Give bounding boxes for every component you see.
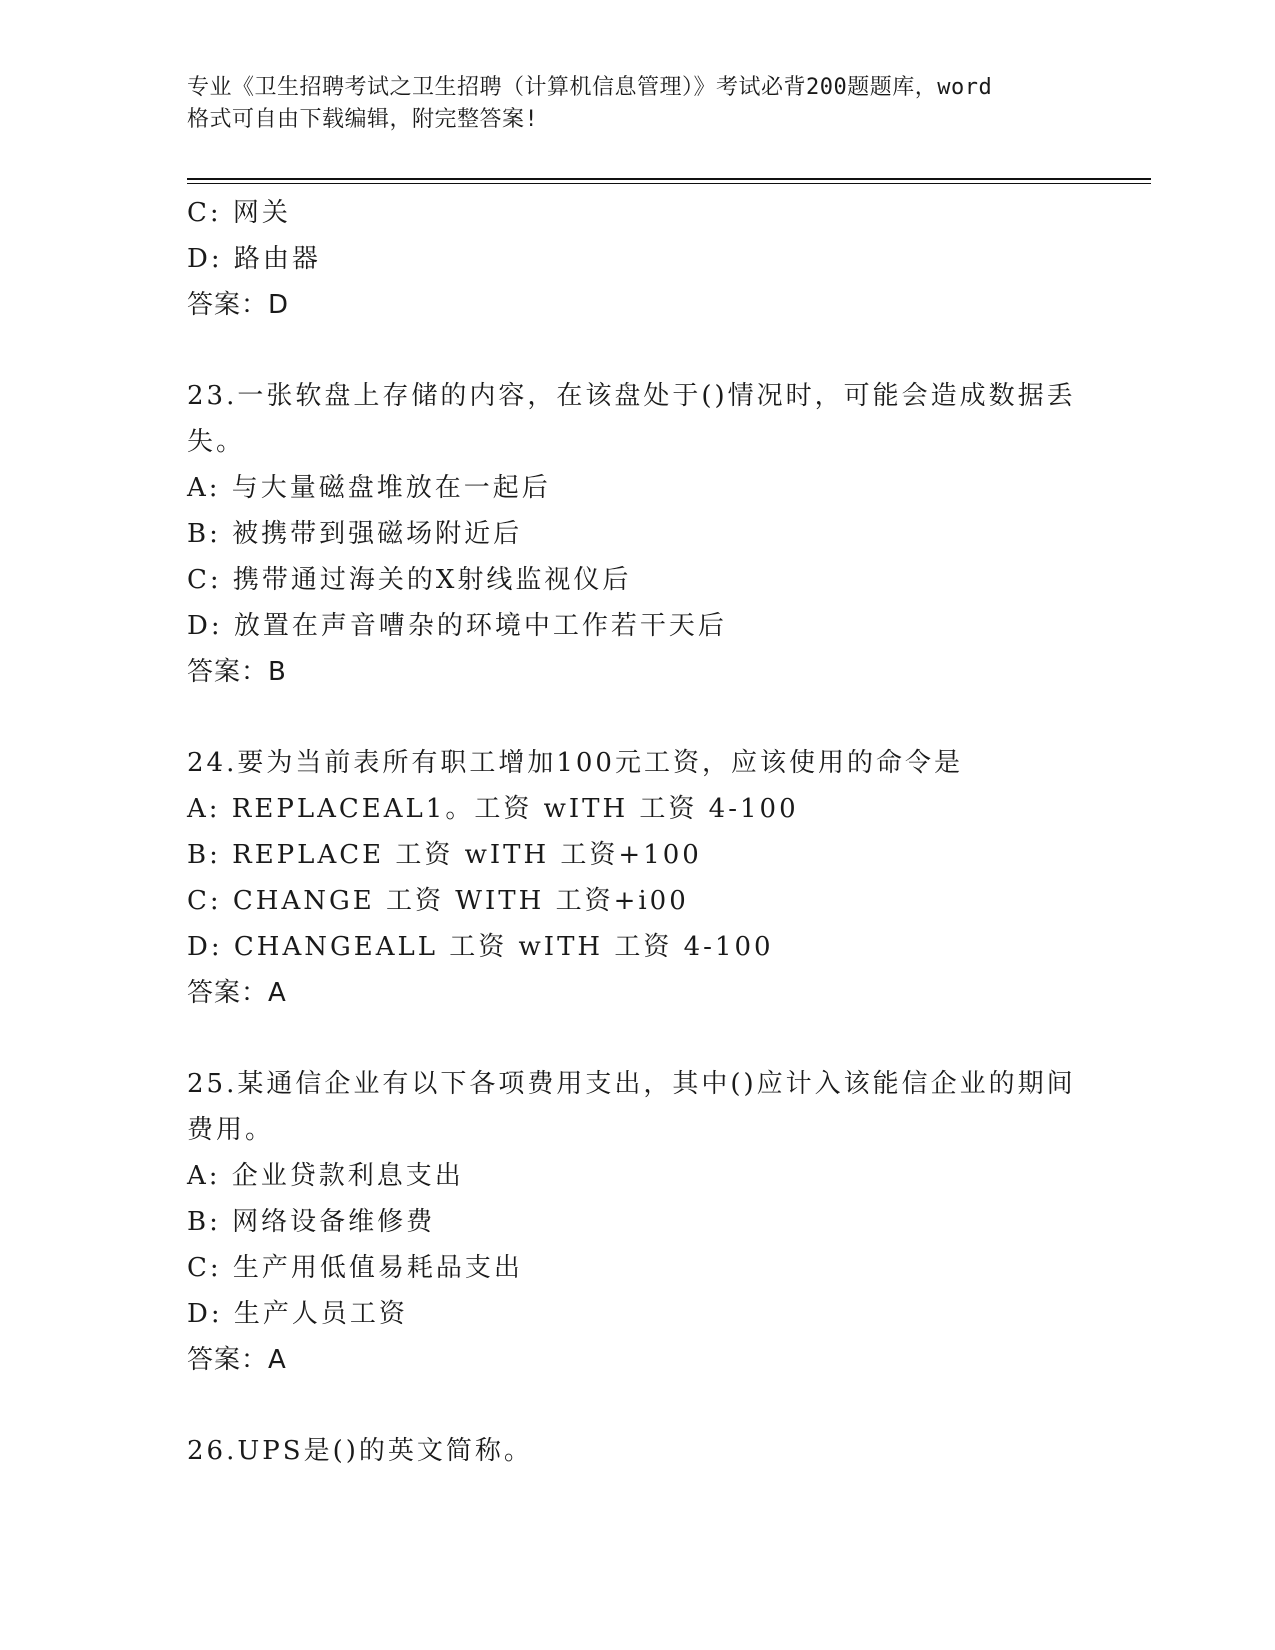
header-line-1: 专业《卫生招聘考试之卫生招聘（计算机信息管理）》考试必背200题题库，word — [187, 75, 993, 100]
answer-line: 答案：A — [187, 1345, 287, 1375]
header-line-2: 格式可自由下载编辑，附完整答案! — [187, 107, 539, 132]
question-stem: 23.一张软盘上存储的内容，在该盘处于()情况时，可能会造成数据丢 — [187, 381, 1076, 411]
option-d: D: CHANGEALL 工资 wITH 工资 4-100 — [187, 932, 774, 962]
question-22-tail — [187, 190, 1087, 328]
question-stem: 失。 — [187, 427, 246, 457]
answer-line: 答案：A — [187, 978, 287, 1008]
question-stem: 25.某通信企业有以下各项费用支出，其中()应计入该能信企业的期间 — [187, 1069, 1076, 1099]
question-25 — [187, 1061, 1087, 1383]
option-d: D: 路由器 — [187, 244, 321, 274]
answer-line: 答案：D — [187, 290, 290, 320]
document-header — [187, 72, 1087, 136]
option-b: B: 被携带到强磁场附近后 — [187, 519, 523, 549]
option-c: C: 携带通过海关的X射线监视仪后 — [187, 565, 632, 595]
question-24 — [187, 740, 1087, 1016]
question-stem: 费用。 — [187, 1115, 275, 1145]
question-23 — [187, 373, 1087, 695]
option-b: B: 网络设备维修费 — [187, 1207, 436, 1237]
option-b: B: REPLACE 工资 wITH 工资+100 — [187, 840, 702, 870]
header-divider-thick — [187, 178, 1151, 180]
option-c: C: 网关 — [187, 198, 291, 228]
option-d: D: 生产人员工资 — [187, 1299, 408, 1329]
option-c: C: 生产用低值易耗品支出 — [187, 1253, 523, 1283]
question-26 — [187, 1428, 1087, 1474]
option-c: C: CHANGE 工资 WITH 工资+i00 — [187, 886, 689, 916]
option-a: A: 企业贷款利息支出 — [187, 1161, 464, 1191]
header-divider-thin — [187, 183, 1151, 184]
option-d: D: 放置在声音嘈杂的环境中工作若干天后 — [187, 611, 727, 641]
question-content — [187, 190, 1087, 1474]
answer-line: 答案：B — [187, 657, 287, 687]
option-a: A: 与大量磁盘堆放在一起后 — [187, 473, 551, 503]
question-stem: 24.要为当前表所有职工增加100元工资，应该使用的命令是 — [187, 748, 963, 778]
question-stem: 26.UPS是()的英文简称。 — [187, 1436, 533, 1466]
option-a: A: REPLACEAL1。工资 wITH 工资 4-100 — [187, 794, 799, 824]
